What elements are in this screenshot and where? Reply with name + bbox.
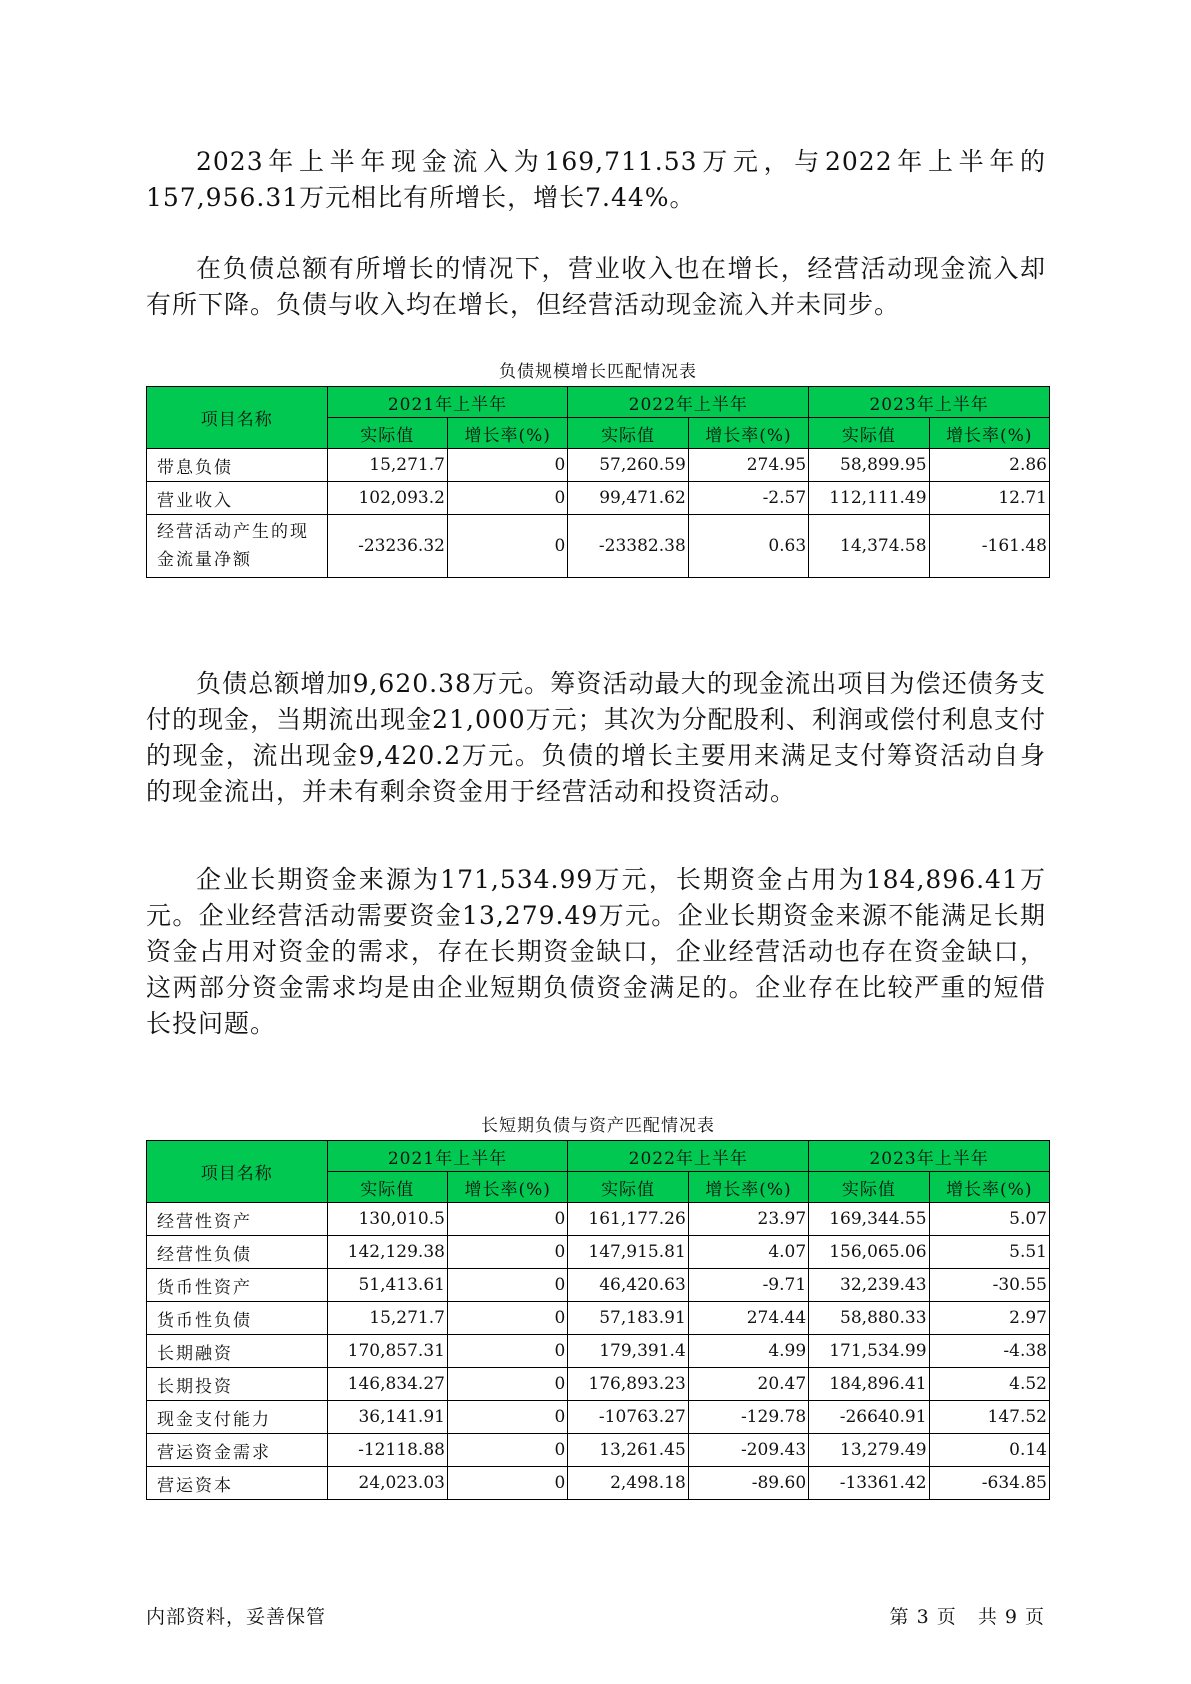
- cell-value: 57,260.59: [568, 449, 688, 482]
- cell-value: 0: [447, 1368, 567, 1401]
- header-period-2021: 2021年上半年: [327, 1141, 568, 1172]
- cell-value: -4.38: [929, 1335, 1049, 1368]
- cell-value: 58,899.95: [809, 449, 929, 482]
- cell-value: 24,023.03: [327, 1467, 447, 1500]
- cell-value: 0: [447, 482, 567, 515]
- cell-value: 112,111.49: [809, 482, 929, 515]
- table-row: [147, 1368, 1050, 1401]
- header-actual: 实际值: [809, 1172, 929, 1203]
- row-name: 经营活动产生的现金流量净额: [147, 515, 328, 578]
- cell-value: 0: [447, 1302, 567, 1335]
- cell-value: -2.57: [688, 482, 808, 515]
- cell-value: -209.43: [688, 1434, 808, 1467]
- cell-value: 0: [447, 1236, 567, 1269]
- cell-value: 23.97: [688, 1203, 808, 1236]
- cell-value: 15,271.7: [327, 449, 447, 482]
- cell-value: 130,010.5: [327, 1203, 447, 1236]
- cell-value: -26640.91: [809, 1401, 929, 1434]
- cell-value: 13,279.49: [809, 1434, 929, 1467]
- cell-value: -161.48: [929, 515, 1049, 578]
- paragraph-debt-revenue: 在负债总额有所增长的情况下，营业收入也在增长，经营活动现金流入却有所下降。负债与收入均在增长，但经营活动现金流入并未同步。: [146, 254, 1046, 319]
- cell-value: 4.07: [688, 1236, 808, 1269]
- table-row: [147, 1467, 1050, 1500]
- cell-value: 2.97: [929, 1302, 1049, 1335]
- header-growth: 增长率(%): [929, 1172, 1049, 1203]
- header-actual: 实际值: [568, 418, 688, 449]
- table-row: [147, 449, 1050, 482]
- cell-value: 5.51: [929, 1236, 1049, 1269]
- cell-value: 0: [447, 1335, 567, 1368]
- header-period-2023: 2023年上半年: [809, 387, 1050, 418]
- cell-value: 0: [447, 1401, 567, 1434]
- cell-value: 0: [447, 1434, 567, 1467]
- cell-value: -129.78: [688, 1401, 808, 1434]
- cell-value: -10763.27: [568, 1401, 688, 1434]
- cell-value: 147.52: [929, 1401, 1049, 1434]
- header-actual: 实际值: [327, 418, 447, 449]
- table2-caption: 长短期负债与资产匹配情况表: [481, 1116, 715, 1136]
- header-period-2022: 2022年上半年: [568, 1141, 809, 1172]
- header-growth: 增长率(%): [929, 418, 1049, 449]
- cell-value: 13,261.45: [568, 1434, 688, 1467]
- header-actual: 实际值: [327, 1172, 447, 1203]
- liability-asset-match-table: [146, 1140, 1050, 1500]
- cell-value: -23236.32: [327, 515, 447, 578]
- header-growth: 增长率(%): [447, 418, 567, 449]
- cell-value: -9.71: [688, 1269, 808, 1302]
- cell-value: 156,065.06: [809, 1236, 929, 1269]
- paragraph-cash-inflow: 2023年上半年现金流入为169,711.53万元，与2022年上半年的157,956.31万元相比有所增长，增长7.44%。: [146, 147, 1046, 212]
- cell-value: -13361.42: [809, 1467, 929, 1500]
- footer-confidential-note: 内部资料，妥善保管: [146, 1606, 327, 1628]
- cell-value: 20.47: [688, 1368, 808, 1401]
- header-actual: 实际值: [568, 1172, 688, 1203]
- table-row: [147, 1401, 1050, 1434]
- header-actual: 实际值: [809, 418, 929, 449]
- cell-value: 170,857.31: [327, 1335, 447, 1368]
- cell-value: 2,498.18: [568, 1467, 688, 1500]
- cell-value: 4.99: [688, 1335, 808, 1368]
- cell-value: 146,834.27: [327, 1368, 447, 1401]
- cell-value: 4.52: [929, 1368, 1049, 1401]
- header-item-name: 项目名称: [147, 387, 328, 449]
- cell-value: 0: [447, 515, 567, 578]
- cell-value: 176,893.23: [568, 1368, 688, 1401]
- cell-value: 184,896.41: [809, 1368, 929, 1401]
- cell-value: 0.63: [688, 515, 808, 578]
- cell-value: 142,129.38: [327, 1236, 447, 1269]
- cell-value: 274.95: [688, 449, 808, 482]
- footer-page-number: 第 3 页 共 9 页: [889, 1606, 1045, 1628]
- header-growth: 增长率(%): [447, 1172, 567, 1203]
- cell-value: 147,915.81: [568, 1236, 688, 1269]
- paragraph-debt-increase: 负债总额增加9,620.38万元。筹资活动最大的现金流出项目为偿还债务支付的现金，当期流出现金21,000万元；其次为分配股利、利润或偿付利息支付的现金，流出现金9,420.2万元。负债的增长主要用来满足支付筹资活动自身的现金流出，并未有剩余资金用于经营活动和投资活动。: [146, 669, 1046, 806]
- debt-growth-table: [146, 386, 1050, 578]
- row-name: 长期融资: [147, 1335, 328, 1368]
- cell-value: 0.14: [929, 1434, 1049, 1467]
- cell-value: 169,344.55: [809, 1203, 929, 1236]
- header-growth: 增长率(%): [688, 418, 808, 449]
- header-period-2022: 2022年上半年: [568, 387, 809, 418]
- row-name: 经营性负债: [147, 1236, 328, 1269]
- cell-value: 179,391.4: [568, 1335, 688, 1368]
- cell-value: 15,271.7: [327, 1302, 447, 1335]
- row-name: 货币性资产: [147, 1269, 328, 1302]
- cell-value: 58,880.33: [809, 1302, 929, 1335]
- table-row: [147, 1269, 1050, 1302]
- cell-value: -634.85: [929, 1467, 1049, 1500]
- row-name: 长期投资: [147, 1368, 328, 1401]
- cell-value: 102,093.2: [327, 482, 447, 515]
- row-name: 现金支付能力: [147, 1401, 328, 1434]
- paragraph-long-term-funds: 企业长期资金来源为171,534.99万元，长期资金占用为184,896.41万元。企业经营活动需要资金13,279.49万元。企业长期资金来源不能满足长期资金占用对资金的需求，存在长期资金缺口，企业经营活动也存在资金缺口，这两部分资金需求均是由企业短期负债资金满足的。企业存在比较严重的短借长投问题。: [146, 865, 1046, 1038]
- header-period-2023: 2023年上半年: [809, 1141, 1050, 1172]
- cell-value: 161,177.26: [568, 1203, 688, 1236]
- table-row: [147, 1203, 1050, 1236]
- cell-value: -12118.88: [327, 1434, 447, 1467]
- cell-value: 0: [447, 449, 567, 482]
- table-row: [147, 1236, 1050, 1269]
- table-row: [147, 482, 1050, 515]
- row-name: 营业收入: [147, 482, 328, 515]
- cell-value: 36,141.91: [327, 1401, 447, 1434]
- row-name: 营运资金需求: [147, 1434, 328, 1467]
- table-row: [147, 515, 1050, 578]
- row-name: 营运资本: [147, 1467, 328, 1500]
- cell-value: 14,374.58: [809, 515, 929, 578]
- header-growth: 增长率(%): [688, 1172, 808, 1203]
- cell-value: 2.86: [929, 449, 1049, 482]
- cell-value: -89.60: [688, 1467, 808, 1500]
- row-name: 带息负债: [147, 449, 328, 482]
- cell-value: 0: [447, 1269, 567, 1302]
- table-row: [147, 1335, 1050, 1368]
- cell-value: -23382.38: [568, 515, 688, 578]
- header-period-2021: 2021年上半年: [327, 387, 568, 418]
- cell-value: 51,413.61: [327, 1269, 447, 1302]
- cell-value: 46,420.63: [568, 1269, 688, 1302]
- table-row: [147, 1302, 1050, 1335]
- cell-value: 12.71: [929, 482, 1049, 515]
- cell-value: 57,183.91: [568, 1302, 688, 1335]
- cell-value: 5.07: [929, 1203, 1049, 1236]
- cell-value: 171,534.99: [809, 1335, 929, 1368]
- cell-value: 99,471.62: [568, 482, 688, 515]
- table1-caption: 负债规模增长匹配情况表: [499, 362, 697, 382]
- header-item-name: 项目名称: [147, 1141, 328, 1203]
- cell-value: 274.44: [688, 1302, 808, 1335]
- cell-value: 0: [447, 1203, 567, 1236]
- row-name: 货币性负债: [147, 1302, 328, 1335]
- cell-value: -30.55: [929, 1269, 1049, 1302]
- row-name: 经营性资产: [147, 1203, 328, 1236]
- cell-value: 32,239.43: [809, 1269, 929, 1302]
- cell-value: 0: [447, 1467, 567, 1500]
- table-row: [147, 1434, 1050, 1467]
